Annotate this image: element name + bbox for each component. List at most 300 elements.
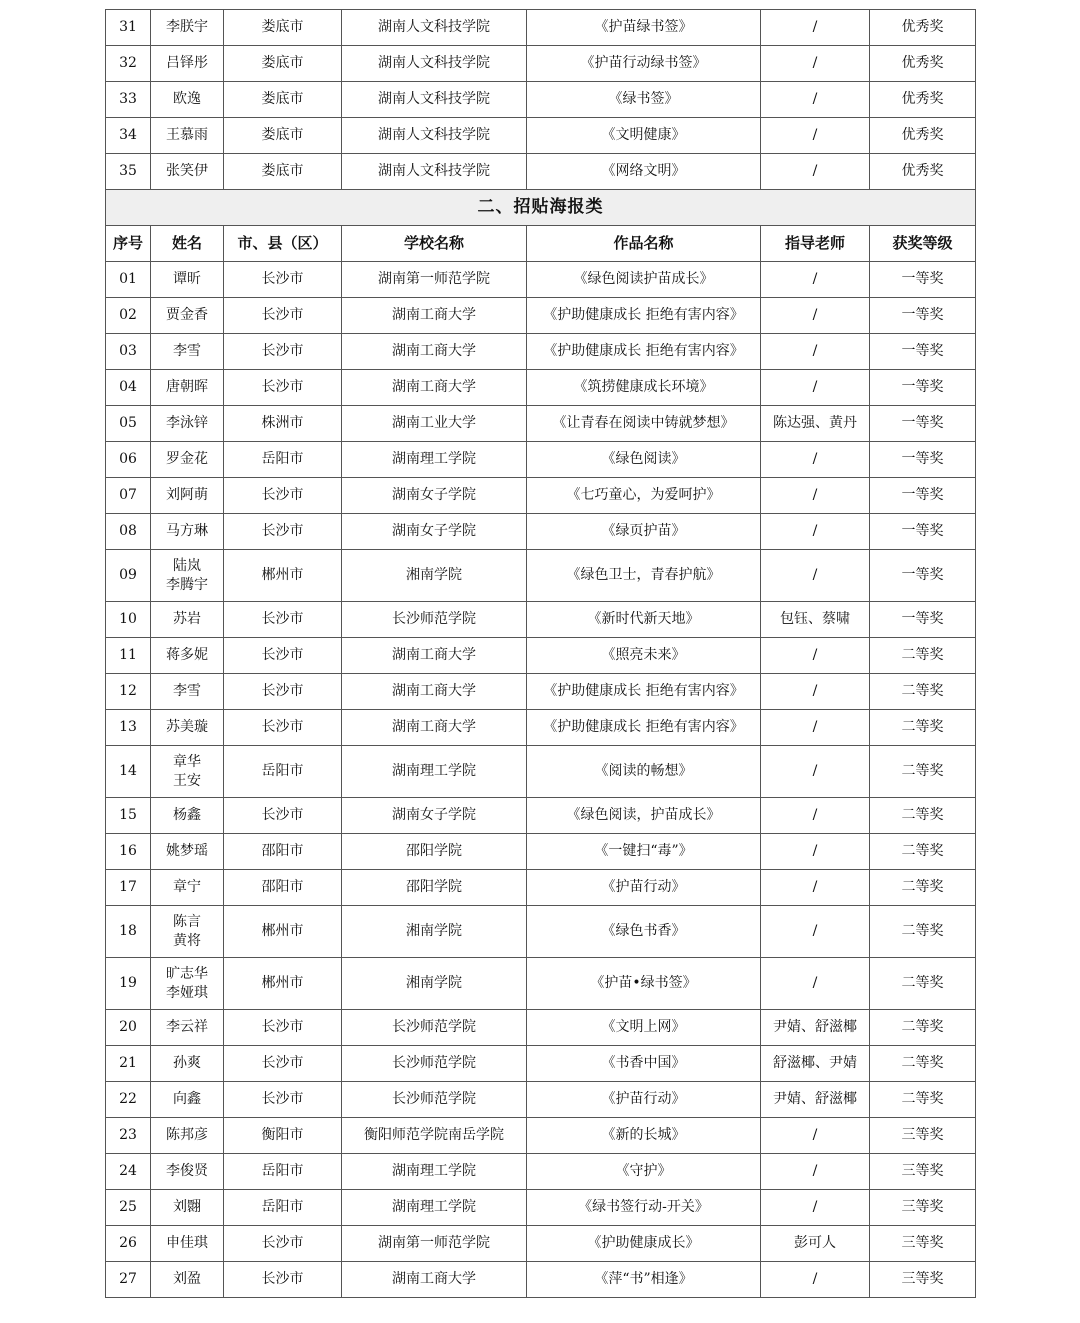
person-name: 姚梦瑶 xyxy=(166,843,208,859)
cell-number: 06 xyxy=(106,442,151,478)
cell-name xyxy=(151,514,224,550)
cell-teacher: 尹婧、舒滋椰 xyxy=(761,1010,870,1046)
cell-number: 16 xyxy=(106,834,151,870)
person-name: 刘盈 xyxy=(173,1271,201,1287)
person-name: 李腾宇 xyxy=(166,576,208,593)
cell-number: 09 xyxy=(106,550,151,602)
cell-teacher: / xyxy=(761,1154,870,1190)
cell-name xyxy=(151,118,224,154)
person-name: 李雪 xyxy=(173,343,201,359)
cell-number: 11 xyxy=(106,638,151,674)
cell-award: 三等奖 xyxy=(870,1190,976,1226)
cell-name xyxy=(151,1046,224,1082)
cell-number: 18 xyxy=(106,906,151,958)
cell-award: 一等奖 xyxy=(870,334,976,370)
cell-school: 湖南人文科技学院 xyxy=(342,10,527,46)
header-number: 序号 xyxy=(106,226,151,262)
cell-city: 长沙市 xyxy=(224,674,342,710)
cell-school: 湖南理工学院 xyxy=(342,1154,527,1190)
cell-name xyxy=(151,370,224,406)
cell-city: 长沙市 xyxy=(224,1226,342,1262)
cell-name xyxy=(151,442,224,478)
cell-city: 岳阳市 xyxy=(224,1154,342,1190)
cell-school: 湘南学院 xyxy=(342,906,527,958)
cell-work: 《一键扫“毒”》 xyxy=(527,834,761,870)
cell-name xyxy=(151,1190,224,1226)
cell-work: 《护苗行动》 xyxy=(527,1082,761,1118)
cell-award: 二等奖 xyxy=(870,674,976,710)
cell-city: 娄底市 xyxy=(224,118,342,154)
cell-city: 株洲市 xyxy=(224,406,342,442)
cell-teacher: / xyxy=(761,46,870,82)
table-row xyxy=(106,154,976,190)
cell-award: 二等奖 xyxy=(870,638,976,674)
award-table xyxy=(105,9,976,1298)
table-row xyxy=(106,10,976,46)
cell-teacher: / xyxy=(761,118,870,154)
cell-name xyxy=(151,46,224,82)
person-name: 章宁 xyxy=(173,879,201,895)
cell-teacher: / xyxy=(761,798,870,834)
cell-school: 长沙师范学院 xyxy=(342,1082,527,1118)
table-row xyxy=(106,798,976,834)
cell-work: 《绿色卫士，青春护航》 xyxy=(527,550,761,602)
person-name: 黄将 xyxy=(173,932,201,949)
cell-name xyxy=(151,1154,224,1190)
cell-school: 湖南工商大学 xyxy=(342,298,527,334)
cell-award: 优秀奖 xyxy=(870,10,976,46)
cell-school: 湖南工业大学 xyxy=(342,406,527,442)
cell-award: 二等奖 xyxy=(870,798,976,834)
person-name: 罗金花 xyxy=(166,451,208,467)
cell-teacher: 彭可人 xyxy=(761,1226,870,1262)
cell-number: 19 xyxy=(106,958,151,1010)
cell-teacher: / xyxy=(761,262,870,298)
table-row xyxy=(106,870,976,906)
cell-number: 23 xyxy=(106,1118,151,1154)
cell-award: 二等奖 xyxy=(870,746,976,798)
cell-school: 衡阳师范学院南岳学院 xyxy=(342,1118,527,1154)
cell-school: 湖南第一师范学院 xyxy=(342,1226,527,1262)
cell-city: 娄底市 xyxy=(224,154,342,190)
cell-school: 湖南第一师范学院 xyxy=(342,262,527,298)
table-header-row xyxy=(106,226,976,262)
cell-name xyxy=(151,82,224,118)
cell-work: 《护助健康成长 拒绝有害内容》 xyxy=(527,298,761,334)
table-row xyxy=(106,1154,976,1190)
table-row xyxy=(106,638,976,674)
cell-school: 长沙师范学院 xyxy=(342,1010,527,1046)
cell-teacher: 包钰、蔡啸 xyxy=(761,602,870,638)
cell-teacher: / xyxy=(761,1118,870,1154)
person-name: 申佳琪 xyxy=(166,1235,208,1251)
cell-teacher: / xyxy=(761,638,870,674)
cell-number: 34 xyxy=(106,118,151,154)
cell-work: 《护苗•绿书签》 xyxy=(527,958,761,1010)
cell-award: 一等奖 xyxy=(870,550,976,602)
cell-city: 郴州市 xyxy=(224,906,342,958)
cell-number: 35 xyxy=(106,154,151,190)
cell-school: 湖南理工学院 xyxy=(342,1190,527,1226)
cell-award: 优秀奖 xyxy=(870,82,976,118)
cell-number: 26 xyxy=(106,1226,151,1262)
cell-number: 20 xyxy=(106,1010,151,1046)
table-row xyxy=(106,906,976,958)
cell-award: 一等奖 xyxy=(870,370,976,406)
cell-name xyxy=(151,10,224,46)
cell-work: 《让青春在阅读中铸就梦想》 xyxy=(527,406,761,442)
cell-city: 娄底市 xyxy=(224,46,342,82)
cell-work: 《护助健康成长 拒绝有害内容》 xyxy=(527,334,761,370)
cell-number: 13 xyxy=(106,710,151,746)
person-name: 马方琳 xyxy=(166,523,208,539)
cell-work: 《绿色阅读护苗成长》 xyxy=(527,262,761,298)
table-row xyxy=(106,674,976,710)
cell-name xyxy=(151,262,224,298)
cell-award: 三等奖 xyxy=(870,1226,976,1262)
cell-name xyxy=(151,1118,224,1154)
cell-work: 《绿页护苗》 xyxy=(527,514,761,550)
cell-award: 一等奖 xyxy=(870,442,976,478)
cell-number: 02 xyxy=(106,298,151,334)
cell-award: 三等奖 xyxy=(870,1118,976,1154)
cell-teacher: / xyxy=(761,298,870,334)
table-row xyxy=(106,478,976,514)
cell-name xyxy=(151,746,224,798)
cell-name xyxy=(151,870,224,906)
cell-teacher: / xyxy=(761,834,870,870)
cell-name xyxy=(151,298,224,334)
person-name: 陆岚 xyxy=(173,557,201,574)
cell-school: 湘南学院 xyxy=(342,550,527,602)
table-row xyxy=(106,1082,976,1118)
cell-school: 湖南工商大学 xyxy=(342,710,527,746)
cell-work: 《守护》 xyxy=(527,1154,761,1190)
cell-teacher: / xyxy=(761,334,870,370)
cell-work: 《照亮未来》 xyxy=(527,638,761,674)
cell-work: 《文明上网》 xyxy=(527,1010,761,1046)
cell-teacher: / xyxy=(761,370,870,406)
cell-number: 14 xyxy=(106,746,151,798)
cell-award: 优秀奖 xyxy=(870,154,976,190)
cell-city: 长沙市 xyxy=(224,1262,342,1298)
cell-school: 湖南工商大学 xyxy=(342,334,527,370)
cell-teacher: / xyxy=(761,514,870,550)
header-name: 姓名 xyxy=(151,226,224,262)
cell-teacher: / xyxy=(761,154,870,190)
cell-city: 长沙市 xyxy=(224,370,342,406)
cell-teacher: 陈达强、黄丹 xyxy=(761,406,870,442)
cell-teacher: / xyxy=(761,442,870,478)
cell-award: 三等奖 xyxy=(870,1154,976,1190)
cell-city: 长沙市 xyxy=(224,1082,342,1118)
cell-school: 湖南女子学院 xyxy=(342,514,527,550)
cell-city: 长沙市 xyxy=(224,710,342,746)
cell-work: 《萍“书”相逢》 xyxy=(527,1262,761,1298)
cell-work: 《绿色阅读，护苗成长》 xyxy=(527,798,761,834)
cell-work: 《护助健康成长 拒绝有害内容》 xyxy=(527,674,761,710)
table-row xyxy=(106,442,976,478)
cell-name xyxy=(151,958,224,1010)
cell-number: 24 xyxy=(106,1154,151,1190)
cell-city: 邵阳市 xyxy=(224,834,342,870)
cell-work: 《阅读的畅想》 xyxy=(527,746,761,798)
cell-school: 湖南工商大学 xyxy=(342,1262,527,1298)
cell-award: 优秀奖 xyxy=(870,118,976,154)
cell-name xyxy=(151,154,224,190)
cell-city: 长沙市 xyxy=(224,334,342,370)
person-name: 王安 xyxy=(173,772,201,789)
cell-school: 湖南人文科技学院 xyxy=(342,154,527,190)
cell-work: 《护助健康成长 拒绝有害内容》 xyxy=(527,710,761,746)
cell-name xyxy=(151,334,224,370)
cell-number: 10 xyxy=(106,602,151,638)
cell-city: 长沙市 xyxy=(224,478,342,514)
cell-teacher: / xyxy=(761,710,870,746)
cell-number: 04 xyxy=(106,370,151,406)
cell-award: 二等奖 xyxy=(870,870,976,906)
cell-city: 长沙市 xyxy=(224,638,342,674)
cell-name xyxy=(151,1226,224,1262)
cell-city: 长沙市 xyxy=(224,602,342,638)
header-work: 作品名称 xyxy=(527,226,761,262)
table-row xyxy=(106,1046,976,1082)
award-list-sheet xyxy=(105,9,975,1298)
person-name: 章华 xyxy=(173,753,201,770)
table-row xyxy=(106,958,976,1010)
cell-city: 郴州市 xyxy=(224,958,342,1010)
person-name: 李娅琪 xyxy=(166,984,208,1001)
cell-city: 岳阳市 xyxy=(224,1190,342,1226)
cell-number: 22 xyxy=(106,1082,151,1118)
cell-number: 32 xyxy=(106,46,151,82)
cell-school: 湖南工商大学 xyxy=(342,370,527,406)
cell-name xyxy=(151,834,224,870)
cell-name xyxy=(151,478,224,514)
cell-city: 衡阳市 xyxy=(224,1118,342,1154)
cell-award: 三等奖 xyxy=(870,1262,976,1298)
cell-work: 《书香中国》 xyxy=(527,1046,761,1082)
cell-number: 08 xyxy=(106,514,151,550)
person-name: 李云祥 xyxy=(166,1019,208,1035)
cell-work: 《网络文明》 xyxy=(527,154,761,190)
cell-name xyxy=(151,674,224,710)
cell-award: 优秀奖 xyxy=(870,46,976,82)
header-award: 获奖等级 xyxy=(870,226,976,262)
table-row xyxy=(106,1118,976,1154)
cell-name xyxy=(151,906,224,958)
cell-award: 二等奖 xyxy=(870,834,976,870)
cell-name xyxy=(151,406,224,442)
cell-number: 07 xyxy=(106,478,151,514)
cell-name xyxy=(151,798,224,834)
person-name: 贾金香 xyxy=(166,307,208,323)
cell-teacher: / xyxy=(761,958,870,1010)
table-row xyxy=(106,82,976,118)
cell-city: 邵阳市 xyxy=(224,870,342,906)
cell-work: 《护苗行动绿书签》 xyxy=(527,46,761,82)
person-name: 旷志华 xyxy=(166,965,208,982)
table-row xyxy=(106,1226,976,1262)
cell-school: 长沙师范学院 xyxy=(342,602,527,638)
person-name: 张笑伊 xyxy=(166,163,208,179)
cell-school: 湖南工商大学 xyxy=(342,638,527,674)
cell-number: 27 xyxy=(106,1262,151,1298)
cell-name xyxy=(151,638,224,674)
cell-teacher: / xyxy=(761,1262,870,1298)
cell-city: 长沙市 xyxy=(224,298,342,334)
cell-award: 二等奖 xyxy=(870,1082,976,1118)
cell-city: 岳阳市 xyxy=(224,442,342,478)
cell-city: 长沙市 xyxy=(224,262,342,298)
cell-city: 长沙市 xyxy=(224,798,342,834)
cell-award: 一等奖 xyxy=(870,514,976,550)
person-name: 刘翾 xyxy=(173,1199,201,1215)
cell-school: 湖南理工学院 xyxy=(342,442,527,478)
header-school: 学校名称 xyxy=(342,226,527,262)
person-name: 向鑫 xyxy=(173,1091,201,1107)
cell-teacher: / xyxy=(761,82,870,118)
table-row xyxy=(106,834,976,870)
cell-work: 《绿色阅读》 xyxy=(527,442,761,478)
table-row xyxy=(106,746,976,798)
table-row xyxy=(106,514,976,550)
cell-award: 二等奖 xyxy=(870,906,976,958)
cell-award: 二等奖 xyxy=(870,1046,976,1082)
cell-teacher: / xyxy=(761,870,870,906)
person-name: 李雪 xyxy=(173,683,201,699)
cell-work: 《七巧童心，为爱呵护》 xyxy=(527,478,761,514)
cell-school: 湖南人文科技学院 xyxy=(342,118,527,154)
table-row xyxy=(106,334,976,370)
section-title-row xyxy=(106,190,976,226)
cell-number: 12 xyxy=(106,674,151,710)
cell-school: 湖南人文科技学院 xyxy=(342,46,527,82)
cell-work: 《新的长城》 xyxy=(527,1118,761,1154)
cell-work: 《文明健康》 xyxy=(527,118,761,154)
person-name: 刘阿萌 xyxy=(166,487,208,503)
cell-award: 一等奖 xyxy=(870,602,976,638)
cell-city: 娄底市 xyxy=(224,82,342,118)
person-name: 李俊贤 xyxy=(166,1163,208,1179)
cell-teacher: / xyxy=(761,746,870,798)
cell-school: 湘南学院 xyxy=(342,958,527,1010)
cell-school: 湖南女子学院 xyxy=(342,478,527,514)
cell-city: 长沙市 xyxy=(224,1010,342,1046)
person-name: 唐朝晖 xyxy=(166,379,208,395)
person-name: 谭昕 xyxy=(173,271,201,287)
person-name: 陈邦彦 xyxy=(166,1127,208,1143)
person-name: 陈言 xyxy=(173,913,201,930)
cell-name xyxy=(151,550,224,602)
person-name: 李朕宇 xyxy=(166,19,208,35)
cell-teacher: 舒滋椰、尹婧 xyxy=(761,1046,870,1082)
cell-teacher: / xyxy=(761,674,870,710)
cell-work: 《筑捞健康成长环境》 xyxy=(527,370,761,406)
cell-work: 《绿书签行动-开关》 xyxy=(527,1190,761,1226)
cell-number: 21 xyxy=(106,1046,151,1082)
cell-teacher: / xyxy=(761,10,870,46)
cell-name xyxy=(151,1082,224,1118)
person-name: 李泳锌 xyxy=(166,415,208,431)
cell-school: 邵阳学院 xyxy=(342,870,527,906)
cell-work: 《护苗绿书签》 xyxy=(527,10,761,46)
cell-school: 湖南女子学院 xyxy=(342,798,527,834)
cell-school: 湖南理工学院 xyxy=(342,746,527,798)
cell-city: 娄底市 xyxy=(224,10,342,46)
table-row xyxy=(106,550,976,602)
person-name: 蒋多妮 xyxy=(166,647,208,663)
cell-number: 17 xyxy=(106,870,151,906)
cell-city: 岳阳市 xyxy=(224,746,342,798)
cell-name xyxy=(151,710,224,746)
cell-number: 03 xyxy=(106,334,151,370)
cell-city: 长沙市 xyxy=(224,1046,342,1082)
cell-number: 33 xyxy=(106,82,151,118)
person-name: 杨鑫 xyxy=(173,807,201,823)
cell-teacher: 尹婧、舒滋椰 xyxy=(761,1082,870,1118)
cell-number: 15 xyxy=(106,798,151,834)
cell-number: 31 xyxy=(106,10,151,46)
poster-award-rows xyxy=(106,262,976,1298)
table-row xyxy=(106,1010,976,1046)
cell-number: 01 xyxy=(106,262,151,298)
table-row xyxy=(106,710,976,746)
cell-number: 05 xyxy=(106,406,151,442)
table-row xyxy=(106,406,976,442)
cell-city: 郴州市 xyxy=(224,550,342,602)
header-city: 市、县（区） xyxy=(224,226,342,262)
person-name: 王慕雨 xyxy=(166,127,208,143)
cell-teacher: / xyxy=(761,1190,870,1226)
section-title: 二、招贴海报类 xyxy=(106,190,976,226)
cell-award: 一等奖 xyxy=(870,478,976,514)
cell-teacher: / xyxy=(761,550,870,602)
table-row xyxy=(106,370,976,406)
cell-award: 二等奖 xyxy=(870,710,976,746)
cell-award: 二等奖 xyxy=(870,958,976,1010)
cell-award: 二等奖 xyxy=(870,1010,976,1046)
cell-teacher: / xyxy=(761,906,870,958)
cell-award: 一等奖 xyxy=(870,262,976,298)
table-row xyxy=(106,1262,976,1298)
cell-teacher: / xyxy=(761,478,870,514)
person-name: 欧逸 xyxy=(173,91,201,107)
table-row xyxy=(106,262,976,298)
header-teacher: 指导老师 xyxy=(761,226,870,262)
cell-name xyxy=(151,602,224,638)
cell-award: 一等奖 xyxy=(870,298,976,334)
table-row xyxy=(106,298,976,334)
cell-school: 湖南工商大学 xyxy=(342,674,527,710)
cell-award: 一等奖 xyxy=(870,406,976,442)
cell-name xyxy=(151,1010,224,1046)
person-name: 苏岩 xyxy=(173,611,201,627)
cell-school: 湖南人文科技学院 xyxy=(342,82,527,118)
cell-work: 《新时代新天地》 xyxy=(527,602,761,638)
person-name: 苏美璇 xyxy=(166,719,208,735)
cell-work: 《绿色书香》 xyxy=(527,906,761,958)
cell-number: 25 xyxy=(106,1190,151,1226)
cell-school: 长沙师范学院 xyxy=(342,1046,527,1082)
person-name: 吕铎彤 xyxy=(166,55,208,71)
cell-city: 长沙市 xyxy=(224,514,342,550)
table-row xyxy=(106,118,976,154)
cell-school: 邵阳学院 xyxy=(342,834,527,870)
person-name: 孙爽 xyxy=(173,1055,201,1071)
excellence-award-rows xyxy=(106,10,976,190)
table-row xyxy=(106,602,976,638)
